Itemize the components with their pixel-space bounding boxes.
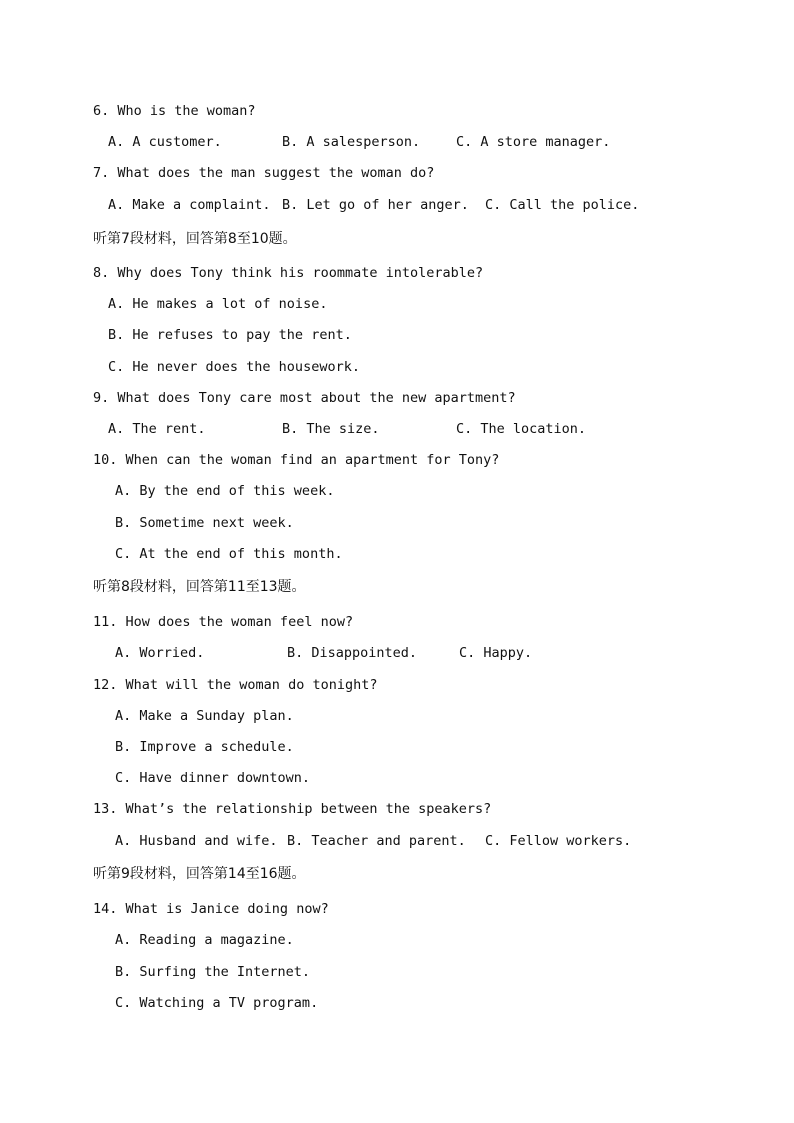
q8-option-b: B. He refuses to pay the rent. [108,327,352,343]
question-11: 11. How does the woman feel now? [93,614,354,630]
question-10: 10. When can the woman find an apartment for Tony? [93,452,500,468]
q13-option-b: B. Teacher and parent. [287,833,466,849]
q11-option-b: B. Disappointed. [287,645,418,661]
q10-option-b: B. Sometime next week. [115,515,294,531]
q12-option-a: A. Make a Sunday plan. [115,708,294,724]
q6-option-b: B. A salesperson. [282,134,421,150]
q10-option-a: A. By the end of this week. [115,483,335,499]
q11-option-a: A. Worried. [115,645,205,661]
q9-option-c: C. The location. [456,421,587,437]
q10-option-c: C. At the end of this month. [115,546,343,562]
q9-option-a: A. The rent. [108,421,206,437]
question-7: 7. What does the man suggest the woman do? [93,165,435,181]
question-6: 6. Who is the woman? [93,103,256,119]
q9-option-b: B. The size. [282,421,380,437]
section-header-7: 听第7段材料，回答第8至10题。 [93,231,297,247]
q14-option-a: A. Reading a magazine. [115,932,294,948]
q8-option-a: A. He makes a lot of noise. [108,296,328,312]
section-header-8: 听第8段材料，回答第11至13题。 [93,579,306,595]
q14-option-c: C. Watching a TV program. [115,995,319,1011]
q12-option-c: C. Have dinner downtown. [115,770,311,786]
q14-option-b: B. Surfing the Internet. [115,964,311,980]
q8-option-c: C. He never does the housework. [108,359,360,375]
q7-option-a: A. Make a complaint. [108,197,271,213]
question-14: 14. What is Janice doing now? [93,901,329,917]
q6-option-c: C. A store manager. [456,134,611,150]
q7-option-c: C. Call the police. [485,197,640,213]
question-12: 12. What will the woman do tonight? [93,677,378,693]
q13-option-a: A. Husband and wife. [115,833,278,849]
question-9: 9. What does Tony care most about the new apartment? [93,390,516,406]
q7-option-b: B. Let go of her anger. [282,197,469,213]
question-8: 8. Why does Tony think his roommate intolerable? [93,265,484,281]
section-header-9: 听第9段材料，回答第14至16题。 [93,866,306,882]
q13-option-c: C. Fellow workers. [485,833,632,849]
q11-option-c: C. Happy. [459,645,533,661]
q6-option-a: A. A customer. [108,134,222,150]
question-13: 13. What’s the relationship between the speakers? [93,801,492,817]
q12-option-b: B. Improve a schedule. [115,739,294,755]
